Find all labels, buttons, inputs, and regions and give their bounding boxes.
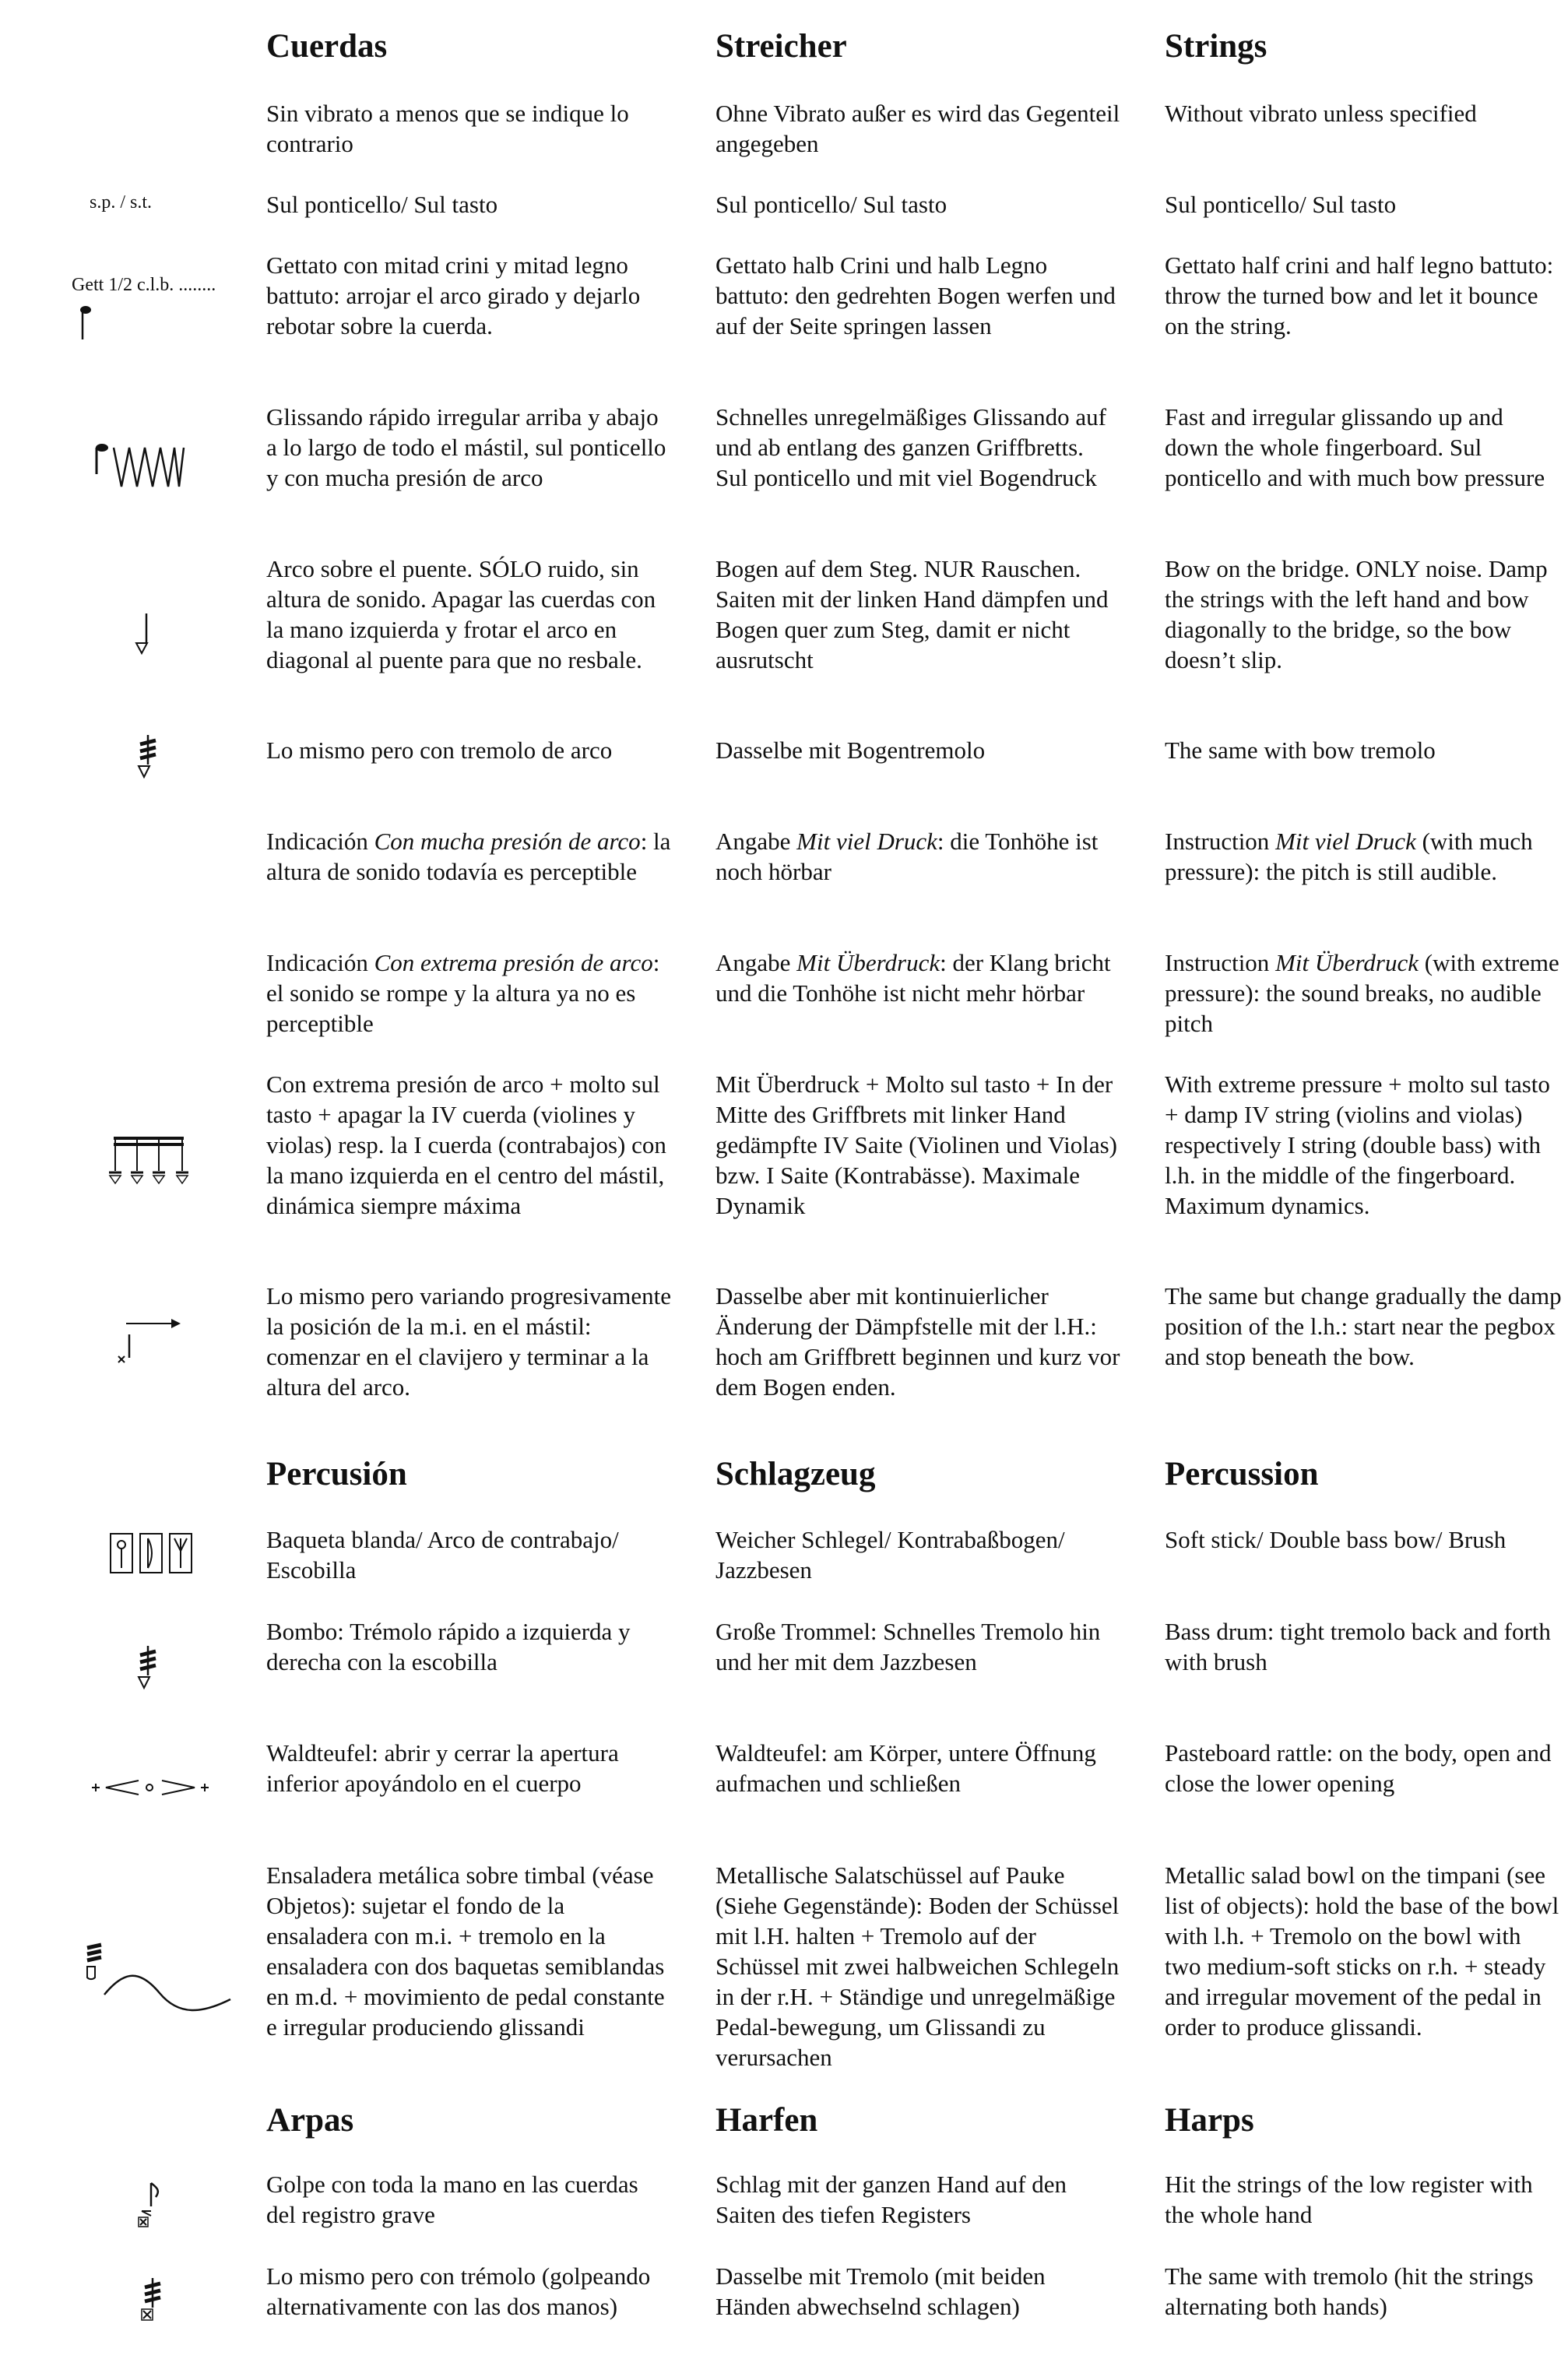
heading-de-strings: Streicher — [715, 28, 847, 65]
gettato-symbol: Gett 1/2 c.l.b. ........ — [72, 275, 216, 295]
sp-st-symbol: s.p. / s.t. — [90, 192, 153, 213]
row-text-de: Mit Überdruck + Molto sul tasto + In der Mitte des Griffbrets mit linker Hand gedämpfte IV Saite (Violinen und Violas) bzw. I Saite (Kontrabässe). Maximale Dynamik — [715, 1070, 1117, 1219]
hand-tremolo-icon — [137, 2276, 165, 2323]
row-text-de: Bogen auf dem Steg. NUR Rauschen. Saiten mit der linken Hand dämpfen und Bogen quer zum Steg, damit er nicht ausrutscht — [715, 555, 1109, 673]
row-text-en: Sul ponticello/ Sul tasto — [1165, 191, 1397, 218]
row-text-de: Waldteufel: am Körper, untere Öffnung aufmachen und schließen — [715, 1739, 1096, 1797]
row-text-en: Gettato half crini and half legno battuto: throw the turned bow and let it bounce on the string. — [1165, 251, 1554, 339]
row-text-en: The same with bow tremolo — [1165, 737, 1436, 764]
row-text-de: Große Trommel: Schnelles Tremolo hin und her mit dem Jazzbesen — [715, 1618, 1101, 1675]
row-text-de: Dasselbe mit Bogentremolo — [715, 737, 986, 764]
heading-es-strings: Cuerdas — [266, 28, 388, 65]
bridge-tremolo-icon — [132, 733, 160, 782]
row-text-es: Golpe con toda la mano en las cuerdas del registro grave — [266, 2171, 638, 2228]
row-text-en: Instruction Mit Überdruck (with extreme pressure): the sound breaks, no audible pitch — [1165, 949, 1559, 1037]
brush-tremolo-icon — [132, 1644, 160, 1693]
row-text-es: Bombo: Trémolo rápido a izquierda y derecha con la escobilla — [266, 1618, 631, 1675]
row-text-en: Metallic salad bowl on the timpani (see list of objects): hold the base of the bowl with l.h. + Tremolo on the bowl with two medium-soft sticks on r.h. + steady and irregular movement of the pedal in order to produce glissandi. — [1165, 1861, 1559, 2041]
row-text-de: Dasselbe mit Tremolo (mit beiden Händen abwechselnd schlagen) — [715, 2262, 1046, 2320]
row-text-en: Hit the strings of the low register with the whole hand — [1165, 2171, 1533, 2228]
open-close-hairpin-icon — [90, 1776, 212, 1799]
heading-en-harps: Harps — [1165, 2102, 1254, 2139]
beamed-notes-icon — [106, 1132, 192, 1186]
heading-es-harps: Arpas — [266, 2102, 354, 2139]
row-text-es: Sin vibrato a menos que se indique lo contrario — [266, 100, 629, 157]
heading-en-strings: Strings — [1165, 28, 1267, 65]
wavy-pedal-line-icon — [78, 1939, 234, 2016]
stick-bow-brush-icon — [109, 1532, 195, 1576]
gettato-note-icon — [78, 304, 101, 343]
heading-es-percussion: Percusión — [266, 1456, 407, 1492]
heading-de-harps: Harfen — [715, 2102, 818, 2139]
row-text-es: Waldteufel: abrir y cerrar la apertura inferior apoyándolo en el cuerpo — [266, 1739, 619, 1797]
arrow-note-icon — [115, 1308, 185, 1370]
row-text-es: Con extrema presión de arco + molto sul tasto + apagar la IV cuerda (violines y violas) resp. la I cuerda (contrabajos) con la mano izquierda en el centro del mástil, dinámica siempre máxima — [266, 1070, 666, 1219]
row-text-de: Metallische Salatschüssel auf Pauke (Siehe Gegenstände): Boden der Schüssel mit l.H. halten + Tremolo auf der Schüssel mit zwei halbweichen Schlegeln in der r.H. + Ständige und unregelmäßige Pedal-bewegung, um Glissandi zu verursachen — [715, 1861, 1120, 2071]
row-text-es: Gettato con mitad crini y mitad legno battuto: arrojar el arco girado y dejarlo rebotar sobre la cuerda. — [266, 251, 641, 339]
row-text-de: Angabe Mit viel Druck: die Tonhöhe ist noch hörbar — [715, 828, 1099, 885]
row-text-de: Dasselbe aber mit kontinuierlicher Änderung der Dämpfstelle mit der l.H.: hoch am Griffbrett beginnen und kurz vor dem Bogen enden. — [715, 1282, 1120, 1401]
row-text-en: Bow on the bridge. ONLY noise. Damp the strings with the left hand and bow diagonally to the bridge, so the bow doesn’t slip. — [1165, 555, 1548, 673]
row-text-en: Pasteboard rattle: on the body, open and close the lower opening — [1165, 1739, 1552, 1797]
row-text-de: Schnelles unregelmäßiges Glissando auf und ab entlang des ganzen Griffbretts. Sul ponticello und mit viel Bogendruck — [715, 403, 1106, 491]
row-text-es: Indicación Con mucha presión de arco: la altura de sonido todavía es perceptible — [266, 828, 671, 885]
row-text-en: With extreme pressure + molto sul tasto + damp IV string (violins and violas) respectively I string (double bass) with l.h. in the middle of the fingerboard. Maximum dynamics. — [1165, 1070, 1550, 1219]
row-text-en: Without vibrato unless specified — [1165, 100, 1477, 127]
row-text-en: The same but change gradually the damp position of the l.h.: start near the pegbox and stop beneath the bow. — [1165, 1282, 1562, 1370]
row-text-de: Sul ponticello/ Sul tasto — [715, 191, 947, 218]
row-text-en: Bass drum: tight tremolo back and forth with brush — [1165, 1618, 1551, 1675]
row-text-es: Indicación Con extrema presión de arco: el sonido se rompe y la altura ya no es perceptible — [266, 949, 660, 1037]
row-text-es: Baqueta blanda/ Arco de contrabajo/ Escobilla — [266, 1526, 619, 1584]
row-text-en: Instruction Mit viel Druck (with much pressure): the pitch is still audible. — [1165, 828, 1533, 885]
row-text-en: Fast and irregular glissando up and down the whole fingerboard. Sul ponticello and with much bow pressure — [1165, 403, 1545, 491]
row-text-de: Weicher Schlegel/ Kontrabaßbogen/ Jazzbesen — [715, 1526, 1065, 1584]
row-text-es: Lo mismo pero con tremolo de arco — [266, 737, 613, 764]
bow-on-bridge-icon — [134, 610, 157, 657]
row-text-en: Soft stick/ Double bass bow/ Brush — [1165, 1526, 1506, 1553]
row-text-de: Angabe Mit Überdruck: der Klang bricht und die Tonhöhe ist nicht mehr hörbar — [715, 949, 1111, 1007]
row-text-de: Gettato halb Crini und halb Legno battuto: den gedrehten Bogen werfen und auf der Seite springen lassen — [715, 251, 1116, 339]
row-text-es: Lo mismo pero variando progresivamente la posición de la m.i. en el mástil: comenzar en el clavijero y terminar a la altura del arco. — [266, 1282, 671, 1401]
fast-irregular-glissando-icon — [92, 440, 193, 494]
row-text-es: Sul ponticello/ Sul tasto — [266, 191, 498, 218]
row-text-en: The same with tremolo (hit the strings alternating both hands) — [1165, 2262, 1534, 2320]
row-text-es: Arco sobre el puente. SÓLO ruido, sin altura de sonido. Apagar las cuerdas con la mano izquierda y frotar el arco en diagonal al puente para que no resbale. — [266, 555, 656, 673]
row-text-es: Lo mismo pero con trémolo (golpeando alternativamente con las dos manos) — [266, 2262, 651, 2320]
row-text-de: Ohne Vibrato außer es wird das Gegenteil angegeben — [715, 100, 1120, 157]
hand-strike-icon — [137, 2180, 168, 2228]
row-text-de: Schlag mit der ganzen Hand auf den Saiten des tiefen Registers — [715, 2171, 1067, 2228]
heading-en-percussion: Percussion — [1165, 1456, 1319, 1492]
row-text-es: Ensaladera metálica sobre timbal (véase Objetos): sujetar el fondo de la ensaladera con m.i. + tremolo en la ensaladera con dos baquetas semiblandas en m.d. + movimiento de pedal constante e irregular produciendo glissandi — [266, 1861, 665, 2041]
row-text-es: Glissando rápido irregular arriba y abajo a lo largo de todo el mástil, sul ponticello y con mucha presión de arco — [266, 403, 666, 491]
heading-de-percussion: Schlagzeug — [715, 1456, 876, 1492]
